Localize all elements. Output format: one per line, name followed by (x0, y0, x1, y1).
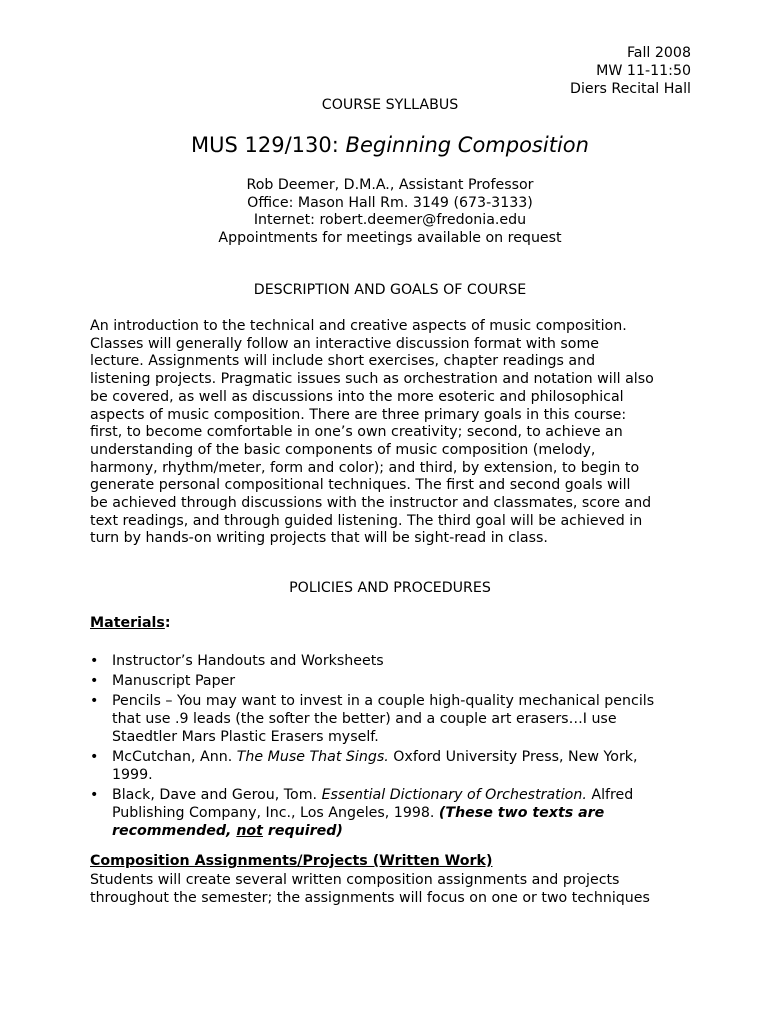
recommendation-text: required) (262, 823, 343, 839)
term: Fall 2008 (626, 45, 691, 61)
paragraph-line: aspects of music composition. There are three primary goals in this course: (90, 406, 627, 423)
recommendation-emphasis: not (236, 823, 263, 839)
paragraph-line: first, to become comfortable in one’s own creativity; second, to achieve an (90, 424, 623, 441)
document-kicker: COURSE SYLLABUS (321, 97, 459, 113)
paragraph-line: understanding of the basic components of music composition (melody, (90, 441, 596, 458)
citation-author: McCutchan, Ann. (112, 749, 237, 765)
list-item (90, 652, 730, 670)
bullet-icon: • (90, 653, 99, 669)
item-text: that use .9 leads (the softer the better) and a couple art erasers…I use (112, 711, 617, 727)
meeting-location: Diers Recital Hall (570, 81, 691, 97)
paragraph-line: An introduction to the technical and creative aspects of music composition. (90, 318, 627, 334)
citation-line (112, 786, 730, 804)
citation-line (112, 804, 730, 822)
policies-heading: POLICIES AND PROCEDURES (289, 580, 491, 596)
bullet-icon: • (90, 787, 99, 803)
materials-list (90, 652, 730, 842)
instructor-name: Rob Deemer, D.M.A., Assistant Professor (246, 177, 534, 193)
paragraph-line: generate personal compositional techniques. The first and second goals will (90, 477, 631, 494)
paragraph-line: throughout the semester; the assignments will focus on one or two techniques (90, 889, 650, 906)
citation-title: The Muse That Sings. (236, 749, 389, 765)
list-item (90, 748, 730, 784)
materials-heading (90, 615, 171, 631)
appointments-note: Appointments for meetings available on request (218, 229, 562, 246)
item-text: Staedtler Mars Plastic Erasers myself. (112, 729, 379, 745)
item-text: Pencils – You may want to invest in a couple high-quality mechanical pencils (112, 693, 655, 709)
citation-line (112, 748, 730, 766)
list-item (90, 692, 730, 746)
description-heading: DESCRIPTION AND GOALS OF COURSE (253, 282, 527, 298)
paragraph-line: Classes will generally follow an interactive discussion format with some (90, 335, 600, 352)
meeting-time: MW 11-11:50 (596, 63, 691, 79)
materials-colon: : (164, 615, 171, 631)
paragraph-line: text readings, and through guided listening. The third goal will be achieved in (90, 512, 643, 529)
paragraph-line: harmony, rhythm/meter, form and color); and third, by extension, to begin to (90, 459, 640, 476)
citation-author: Black, Dave and Gerou, Tom. (112, 787, 322, 803)
citation-publisher: Publishing Company, Inc., Los Angeles, 1998. (112, 805, 439, 821)
course-title (0, 130, 768, 160)
description-paragraph (90, 318, 730, 548)
paragraph-line: lecture. Assignments will include short exercises, chapter readings and (90, 353, 596, 370)
citation-year: 1999. (112, 767, 153, 783)
item-text: Manuscript Paper (112, 673, 236, 689)
recommendation-text: recommended, (112, 823, 237, 839)
composition-paragraph (90, 872, 650, 907)
bullet-icon: • (90, 749, 99, 765)
course-name: Beginning Composition (345, 133, 589, 157)
paragraph-line: be covered, as well as discussions into the more esoteric and philosophical (90, 388, 624, 405)
citation-publisher: Oxford University Press, New York, (388, 749, 638, 765)
course-meta (570, 44, 691, 98)
instructor-info (0, 177, 768, 247)
bullet-icon: • (90, 673, 99, 689)
recommendation-note (112, 822, 730, 840)
instructor-office: Office: Mason Hall Rm. 3149 (673-3133) (247, 194, 533, 211)
recommendation-note: (These two texts are (438, 805, 605, 821)
citation-title: Essential Dictionary of Orchestration. (321, 787, 587, 803)
paragraph-line: be achieved through discussions with the instructor and classmates, score and (90, 495, 652, 512)
materials-label: Materials (90, 615, 165, 631)
course-code: MUS 129/130: (191, 133, 346, 157)
bullet-icon: • (90, 693, 99, 709)
composition-heading (90, 853, 492, 869)
paragraph-line: Students will create several written composition assignments and projects (90, 872, 620, 888)
citation-publisher: Alfred (586, 787, 634, 803)
composition-heading-text: Composition Assignments/Projects (Written Work) (90, 853, 493, 869)
paragraph-line: turn by hands-on writing projects that will be sight-read in class. (90, 530, 548, 547)
list-item (90, 672, 730, 690)
item-text: Instructor’s Handouts and Worksheets (112, 653, 384, 669)
paragraph-line: listening projects. Pragmatic issues such as orchestration and notation will also (90, 371, 654, 388)
instructor-email: Internet: robert.deemer@fredonia.edu (253, 212, 527, 228)
list-item (90, 786, 730, 840)
